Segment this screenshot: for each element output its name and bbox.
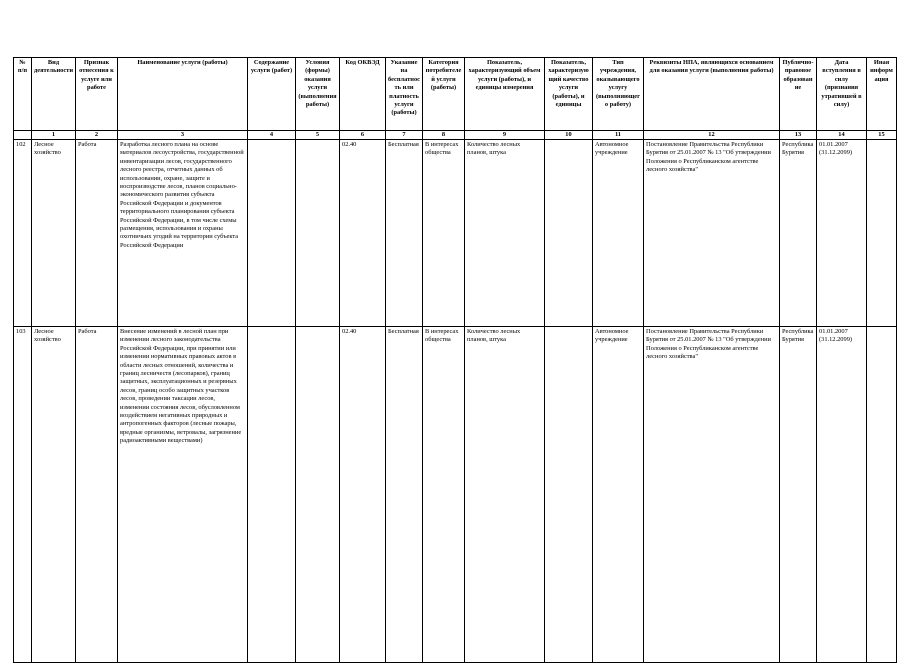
- effective-date-cell: 01.01.2007 (31.12.2099): [817, 140, 867, 327]
- consumers-cell: В интересах общества: [423, 140, 465, 327]
- okved-cell: 02.40: [340, 327, 386, 663]
- quality-cell: [545, 327, 593, 663]
- npa-cell: Постановление Правительства Республики Бурятия от 25.01.2007 № 13 "Об утверждении Положения о Республиканском агентстве лесного хозяйства": [644, 140, 780, 327]
- content-cell: [248, 327, 296, 663]
- header-cell-okved: Код ОКВЭД: [340, 58, 386, 131]
- okved-cell: 02.40: [340, 140, 386, 327]
- column-number-cell: 9: [465, 131, 545, 140]
- institution-type-cell: Автономное учреждение: [593, 327, 644, 663]
- conditions-cell: [296, 140, 340, 327]
- column-number-cell: 13: [780, 131, 817, 140]
- header-cell-consumers: Категория потребителей услуги (работы): [423, 58, 465, 131]
- sign-cell: Работа: [76, 140, 118, 327]
- header-cell-content: Содержание услуги (работ): [248, 58, 296, 131]
- volume-cell: Количество лесных планов, штука: [465, 140, 545, 327]
- column-number-cell: 11: [593, 131, 644, 140]
- column-number-cell: 5: [296, 131, 340, 140]
- header-cell-npa: Реквизиты НПА, являющихся основанием для оказания услуги (выполнения работы): [644, 58, 780, 131]
- other-info-cell: [867, 140, 897, 327]
- header-row: [14, 58, 897, 131]
- header-cell-volume: Показатель, характеризующий объем услуги (работы), и единицы измерения: [465, 58, 545, 131]
- header-cell-number: № п/п: [14, 58, 32, 131]
- volume-cell: Количество лесных планов, штука: [465, 327, 545, 663]
- consumers-cell: В интересах общества: [423, 327, 465, 663]
- payment-cell: Бесплатная: [386, 140, 423, 327]
- header-cell-effective-date: Дата вступления в силу (признания утратившей в силу): [817, 58, 867, 131]
- column-number-cell: 1: [32, 131, 76, 140]
- column-number-row: [14, 131, 897, 140]
- header-cell-quality: Показатель, характеризующий качество услуги (работы), и единицы: [545, 58, 593, 131]
- column-number-cell: 14: [817, 131, 867, 140]
- conditions-cell: [296, 327, 340, 663]
- column-number-cell: 3: [118, 131, 248, 140]
- header-cell-service-name: Наименование услуги (работы): [118, 58, 248, 131]
- column-number-cell: 10: [545, 131, 593, 140]
- service-name-cell: Разработка лесного плана на основе материалов лесоустройства, государственной инвентаризации лесов, государственного лесного реестра, отчетных данных об использовании, охране, защите и воспроизводстве лесов, планов социально-экономического развития субъекта Российской Федерации и документов территориального планирования субъекта Российской Федерации, в том числе схемы размещения, использования и охраны охотничьих угодий на территории субъекта Российской Федерации: [118, 140, 248, 327]
- header-cell-institution-type: Тип учреждения, оказывающего услугу (выполняющего работу): [593, 58, 644, 131]
- services-registry-table-sheet: [13, 57, 893, 663]
- row-number-cell: 102: [14, 140, 32, 327]
- header-cell-other-info: Иная информация: [867, 58, 897, 131]
- activity-cell: Лесное хозяйство: [32, 140, 76, 327]
- sign-cell: Работа: [76, 327, 118, 663]
- column-number-cell: 6: [340, 131, 386, 140]
- column-number-cell: 12: [644, 131, 780, 140]
- column-number-cell: 4: [248, 131, 296, 140]
- payment-cell: Бесплатная: [386, 327, 423, 663]
- column-number-cell: [14, 131, 32, 140]
- column-number-cell: 2: [76, 131, 118, 140]
- column-number-cell: 8: [423, 131, 465, 140]
- quality-cell: [545, 140, 593, 327]
- other-info-cell: [867, 327, 897, 663]
- header-cell-conditions: Условия (формы) оказания услуги (выполнения работы): [296, 58, 340, 131]
- service-name-cell: Внесение изменений в лесной план при изменении лесного законодательства Российской Федерации, при принятии или изменении нормативных правовых актов в области лесных отношений, количества и границ лесничеств (лесопарков), границ защитных, эксплуатационных и резервных лесов, границ особо защитных участков лесов, проведении таксации лесов, изменении состояния лесов, обусловленном воздействием негативных природных и антропогенных факторов (лесные пожары, вредные организмы, ветровалы, загрязнение радиоактивными веществами): [118, 327, 248, 663]
- public-entity-cell: Республика Бурятия: [780, 327, 817, 663]
- services-registry-table: [13, 57, 897, 663]
- header-cell-activity: Вид деятельности: [32, 58, 76, 131]
- institution-type-cell: Автономное учреждение: [593, 140, 644, 327]
- public-entity-cell: Республика Бурятия: [780, 140, 817, 327]
- header-cell-sign: Признак отнесения к услуге или работе: [76, 58, 118, 131]
- activity-cell: Лесное хозяйство: [32, 327, 76, 663]
- effective-date-cell: 01.01.2007 (31.12.2099): [817, 327, 867, 663]
- table-row: [14, 140, 897, 327]
- table-row: [14, 327, 897, 663]
- header-cell-payment: Указание на бесплатность или платность услуги (работы): [386, 58, 423, 131]
- column-number-cell: 7: [386, 131, 423, 140]
- column-number-cell: 15: [867, 131, 897, 140]
- npa-cell: Постановление Правительства Республики Бурятия от 25.01.2007 № 13 "Об утверждении Положения о Республиканском агентстве лесного хозяйства": [644, 327, 780, 663]
- content-cell: [248, 140, 296, 327]
- header-cell-public-entity: Публично-правовое образование: [780, 58, 817, 131]
- row-number-cell: 103: [14, 327, 32, 663]
